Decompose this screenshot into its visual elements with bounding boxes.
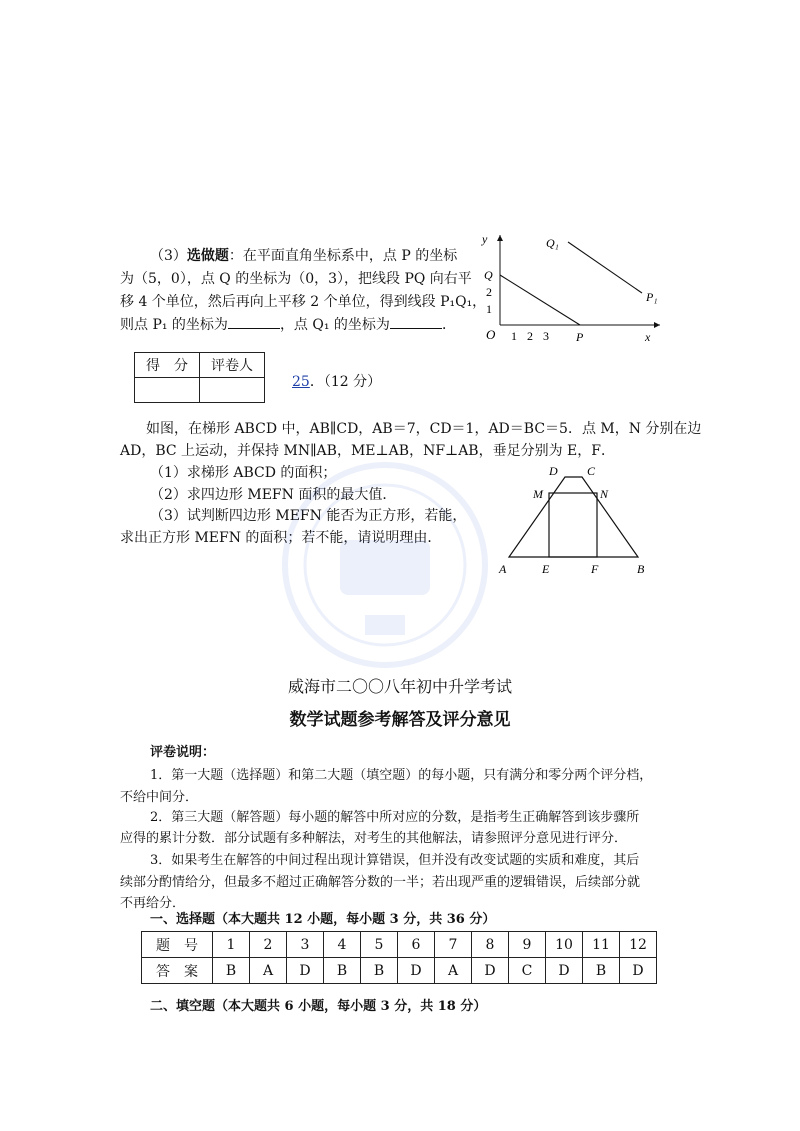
x-tick-2: 2 xyxy=(527,329,533,343)
answer-table-wrap xyxy=(141,931,657,984)
question-number-cell: 5 xyxy=(361,932,398,958)
q25-sub3-line2: 求出正方形 MEFN 的面积；若不能，请说明理由． xyxy=(120,530,442,546)
q25-intro-line2: AD，BC 上运动，并保持 MN∥AB，ME⊥AB，NF⊥AB，垂足分别为 E，F． xyxy=(120,443,615,459)
label-n: N xyxy=(600,487,609,501)
q25-number-link[interactable]: 25 xyxy=(292,374,310,390)
score-table xyxy=(134,352,265,403)
q24-3-prefix: （3） xyxy=(150,248,187,264)
grader-cell[interactable] xyxy=(200,378,265,403)
note-2-line1: 2．第三大题（解答题）每小题的解答中所对应的分数，是指考生正确解答到该步骤所 xyxy=(150,810,640,825)
note-1-line1: 1．第一大题（选择题）和第二大题（填空题）的每小题，只有满分和零分两个评分档， xyxy=(150,768,653,783)
watermark-logo xyxy=(270,450,500,680)
q25-points: ．（12 分） xyxy=(309,374,382,390)
q24-3-line2: 为（5，0），点 Q 的坐标为（0，3），把线段 PQ 向右平 xyxy=(120,271,472,287)
answers-header-1: 威海市二〇〇八年初中升学考试 xyxy=(287,677,512,696)
question-number-cell: 2 xyxy=(250,932,287,958)
answer-cell: A xyxy=(435,958,472,984)
note-2-line2: 应得的累计分数．部分试题有多种解法，对考生的其他解法，请参照评分意见进行评分． xyxy=(120,831,628,846)
rectangle-mefn xyxy=(549,493,597,557)
row-label-answer: 答 案 xyxy=(142,958,213,984)
section-2-title: 二、填空题（本大题共 6 小题，每小题 3 分，共 18 分） xyxy=(150,999,487,1014)
answer-blank-p1 xyxy=(228,314,280,329)
label-m: M xyxy=(533,487,543,501)
question-number-cell: 9 xyxy=(509,932,546,958)
label-a: A xyxy=(499,562,507,576)
question-number-cell: 7 xyxy=(435,932,472,958)
q25-sub2: （2）求四边形 MEFN 面积的最大值． xyxy=(150,487,397,503)
y-axis-label: y xyxy=(482,232,488,246)
answer-cell: D xyxy=(472,958,509,984)
label-e: E xyxy=(542,562,550,576)
answer-table xyxy=(141,931,657,984)
x-tick-1: 1 xyxy=(511,329,517,343)
q24-3-line1 xyxy=(150,245,457,267)
note-1-line2: 不给中间分． xyxy=(120,790,199,805)
answer-cell: B xyxy=(324,958,361,984)
answer-cell: B xyxy=(583,958,620,984)
q24-3-line4-a: 则点 P₁ 的坐标为 xyxy=(120,317,228,333)
answer-cell: D xyxy=(287,958,324,984)
answer-cell: B xyxy=(361,958,398,984)
q24-3-line4-b: ，点 Q₁ 的坐标为 xyxy=(279,317,390,333)
notes-title: 评卷说明： xyxy=(150,745,216,760)
answer-table-row-answers xyxy=(142,958,657,984)
answer-cell: A xyxy=(250,958,287,984)
q24-3-line3: 移 4 个单位，然后再向上平移 2 个单位，得到线段 P₁Q₁， xyxy=(120,294,487,310)
point-q-label: Q xyxy=(484,268,493,282)
y-tick-1: 1 xyxy=(486,302,492,316)
trapezoid-abcd xyxy=(509,477,638,557)
q25-sub1: （1）求梯形 ABCD 的面积； xyxy=(150,465,337,481)
answer-blank-q1 xyxy=(390,314,442,329)
score-cell[interactable] xyxy=(135,378,200,403)
row-label-number: 题 号 xyxy=(142,932,213,958)
trapezoid-graph xyxy=(495,460,655,580)
label-f: F xyxy=(591,562,599,576)
question-number-cell: 11 xyxy=(583,932,620,958)
grader-header: 评卷人 xyxy=(200,353,265,378)
x-axis-label: x xyxy=(645,330,651,344)
answer-cell: D xyxy=(546,958,583,984)
point-q1-label: Q₁ xyxy=(546,236,559,250)
answer-cell: D xyxy=(620,958,657,984)
section-1-title: 一、选择题（本大题共 12 小题，每小题 3 分，共 36 分） xyxy=(150,912,496,927)
score-header: 得 分 xyxy=(135,353,200,378)
answer-cell: B xyxy=(213,958,250,984)
y-axis-arrow xyxy=(497,235,503,241)
label-d: D xyxy=(549,464,558,478)
label-b: B xyxy=(637,562,645,576)
question-number-cell: 8 xyxy=(472,932,509,958)
q24-3-line1-rest: ：在平面直角坐标系中，点 P 的坐标 xyxy=(228,248,458,264)
coordinate-graph xyxy=(470,225,670,350)
segment-pq xyxy=(500,275,580,325)
note-3-line1: 3．如果考生在解答的中间过程出现计算错误，但并没有改变试题的实质和难度，其后 xyxy=(150,853,640,868)
q25-title xyxy=(292,371,381,393)
x-tick-3: 3 xyxy=(543,329,549,343)
q25-sub3-line1: （3）试判断四边形 MEFN 能否为正方形，若能， xyxy=(150,508,467,524)
answers-header-2: 数学试题参考解答及评分意见 xyxy=(289,710,511,730)
q24-3-line4 xyxy=(120,314,456,336)
q24-3-bold-label: 选做题 xyxy=(186,248,229,264)
question-number-cell: 3 xyxy=(287,932,324,958)
q24-3-line4-c: ． xyxy=(441,317,456,333)
answer-table-row-numbers xyxy=(142,932,657,958)
question-number-cell: 12 xyxy=(620,932,657,958)
label-c: C xyxy=(587,464,596,478)
answer-cell: C xyxy=(509,958,546,984)
question-number-cell: 10 xyxy=(546,932,583,958)
score-box xyxy=(134,352,265,403)
segment-p1q1 xyxy=(568,242,642,293)
note-3-line3: 不再给分． xyxy=(120,896,186,911)
question-number-cell: 1 xyxy=(213,932,250,958)
point-p1-label: P₁ xyxy=(646,290,658,304)
q25-intro-line1: 如图，在梯形 ABCD 中，AB∥CD，AB＝7，CD＝1，AD＝BC＝5．点 M，N 分别在边 xyxy=(146,421,702,437)
point-p-label: P xyxy=(576,330,584,344)
note-3-line2: 续部分酌情给分，但最多不超过正确解答分数的一半；若出现严重的逻辑错误，后续部分就 xyxy=(120,875,641,890)
question-number-cell: 6 xyxy=(398,932,435,958)
origin-label: O xyxy=(486,327,496,342)
y-tick-2: 2 xyxy=(486,285,492,299)
question-number-cell: 4 xyxy=(324,932,361,958)
x-axis-arrow xyxy=(654,322,660,328)
answer-cell: D xyxy=(398,958,435,984)
